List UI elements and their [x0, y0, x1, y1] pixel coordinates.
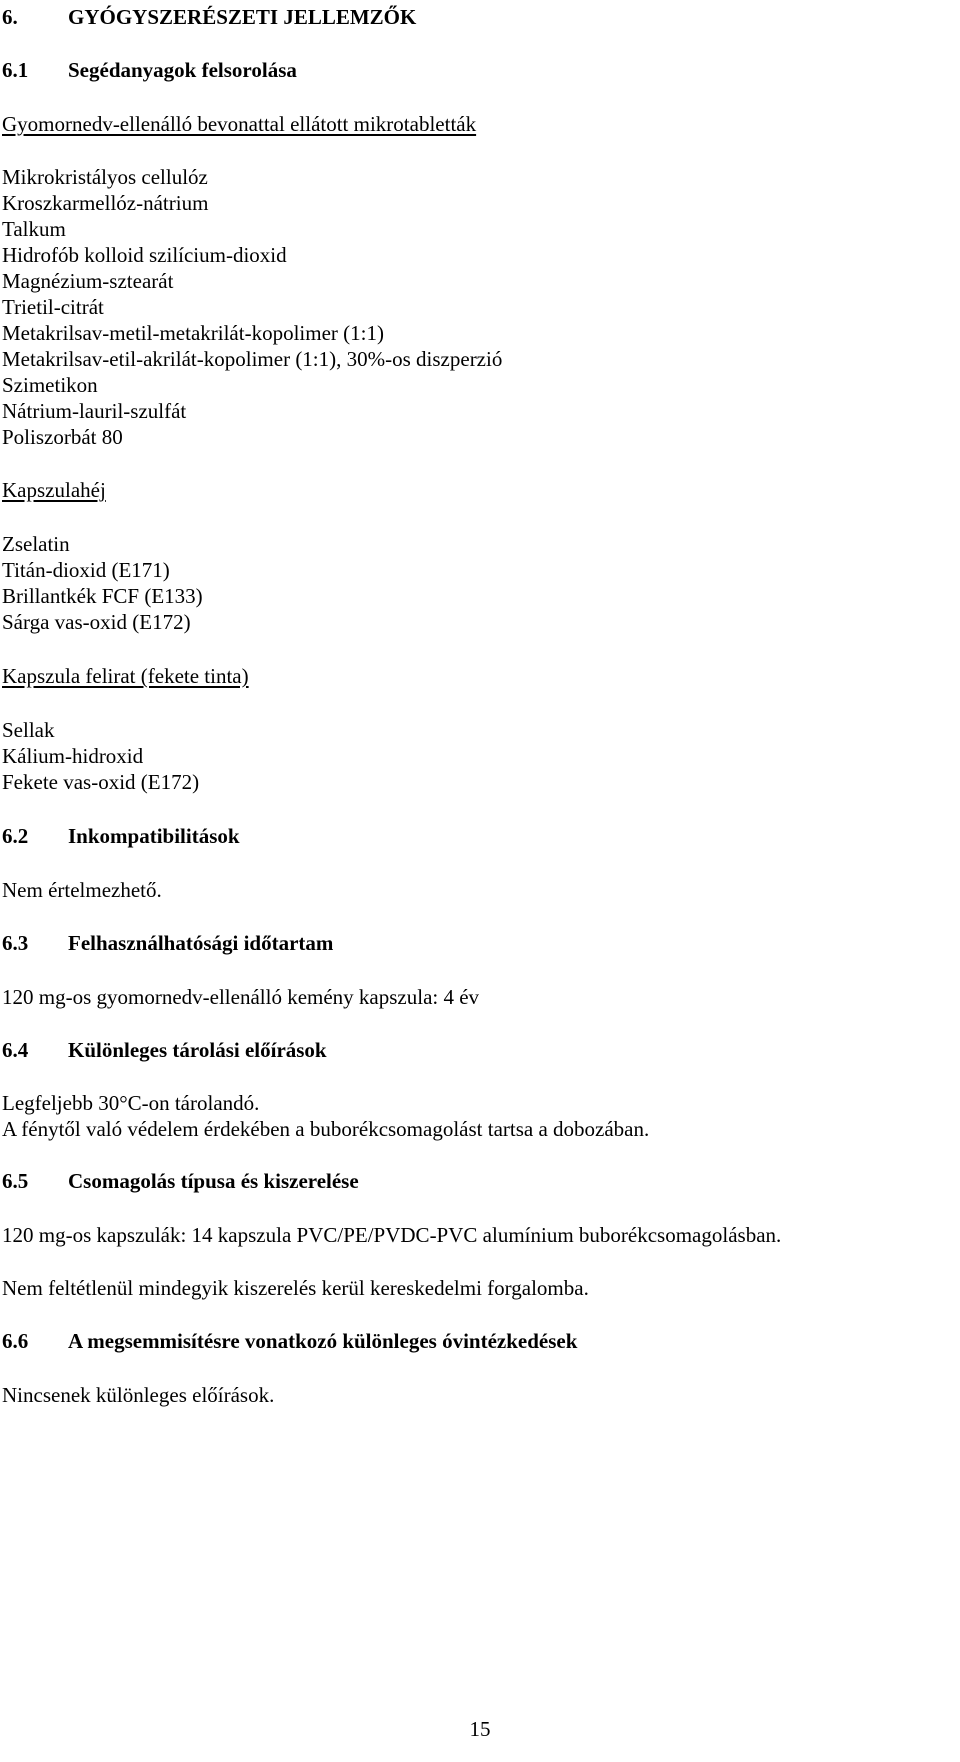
page-number: 15: [469, 1717, 491, 1741]
section-number: 6.3: [2, 931, 29, 955]
section-number: 6.: [2, 5, 18, 29]
section-number: 6.5: [2, 1169, 29, 1193]
section-title: Csomagolás típusa és kiszerelése: [68, 1169, 359, 1193]
excipient-item: Magnézium-sztearát: [2, 269, 174, 293]
section-6-3-text: 120 mg-os gyomornedv-ellenálló kemény kapszula: 4 év: [2, 985, 480, 1009]
excipient-item: Talkum: [2, 217, 66, 241]
section-title: Felhasználhatósági időtartam: [68, 931, 334, 955]
section-number: 6.4: [2, 1038, 29, 1062]
excipient-item: Kroszkarmellóz-nátrium: [2, 191, 209, 215]
section-6-4-text-1: Legfeljebb 30°C-on tárolandó.: [2, 1091, 260, 1115]
section-6-5-text-2: Nem feltétlenül mindegyik kiszerelés kerül kereskedelmi forgalomba.: [2, 1276, 589, 1300]
excipient-item: Titán-dioxid (E171): [2, 558, 170, 582]
section-6-2-heading: [2, 823, 240, 849]
section-6-6-text: Nincsenek különleges előírások.: [2, 1383, 275, 1407]
section-number: 6.2: [2, 824, 29, 848]
section-6-2-text: Nem értelmezhető.: [2, 878, 162, 902]
excipient-item: Nátrium-lauril-szulfát: [2, 399, 187, 423]
section-title: Segédanyagok felsorolása: [68, 58, 297, 82]
section-number: 6.1: [2, 58, 29, 82]
section-6-heading: [2, 4, 416, 30]
excipient-item: Metakrilsav-metil-metakrilát-kopolimer (1:1): [2, 321, 384, 345]
excipient-item: Brillantkék FCF (E133): [2, 584, 203, 608]
section-title: Különleges tárolási előírások: [68, 1038, 327, 1062]
excipient-item: Poliszorbát 80: [2, 425, 123, 449]
section-6-1-heading: [2, 57, 297, 83]
excipient-item: Mikrokristályos cellulóz: [2, 165, 208, 189]
excipient-group-title-printing-ink: Kapszula felirat (fekete tinta): [2, 664, 249, 688]
section-title: Inkompatibilitások: [68, 824, 240, 848]
excipient-item: Szimetikon: [2, 373, 98, 397]
excipient-group-title-microtablets: Gyomornedv-ellenálló bevonattal ellátott mikrotabletták: [2, 112, 477, 136]
section-6-5-text-1: 120 mg-os kapszulák: 14 kapszula PVC/PE/PVDC-PVC alumínium buborékcsomagolásban.: [2, 1223, 782, 1247]
excipient-item: Kálium-hidroxid: [2, 744, 144, 768]
excipient-item: Trietil-citrát: [2, 295, 104, 319]
section-number: 6.6: [2, 1329, 29, 1353]
section-6-4-text-2: A fénytől való védelem érdekében a buborékcsomagolást tartsa a dobozában.: [2, 1117, 650, 1141]
excipient-item: Zselatin: [2, 532, 70, 556]
section-6-5-heading: [2, 1168, 359, 1194]
excipient-item: Hidrofób kolloid szilícium-dioxid: [2, 243, 287, 267]
excipient-item: Fekete vas-oxid (E172): [2, 770, 200, 794]
section-title: GYÓGYSZERÉSZETI JELLEMZŐK: [68, 5, 417, 29]
section-6-4-heading: [2, 1037, 327, 1063]
excipient-item: Sellak: [2, 718, 55, 742]
section-6-6-heading: [2, 1328, 577, 1354]
section-title: A megsemmisítésre vonatkozó különleges óvintézkedések: [68, 1329, 578, 1353]
excipient-item: Metakrilsav-etil-akrilát-kopolimer (1:1), 30%-os diszperzió: [2, 347, 503, 371]
section-6-3-heading: [2, 930, 333, 956]
excipient-group-title-capsule-shell: Kapszulahéj: [2, 478, 106, 502]
excipient-item: Sárga vas-oxid (E172): [2, 610, 191, 634]
